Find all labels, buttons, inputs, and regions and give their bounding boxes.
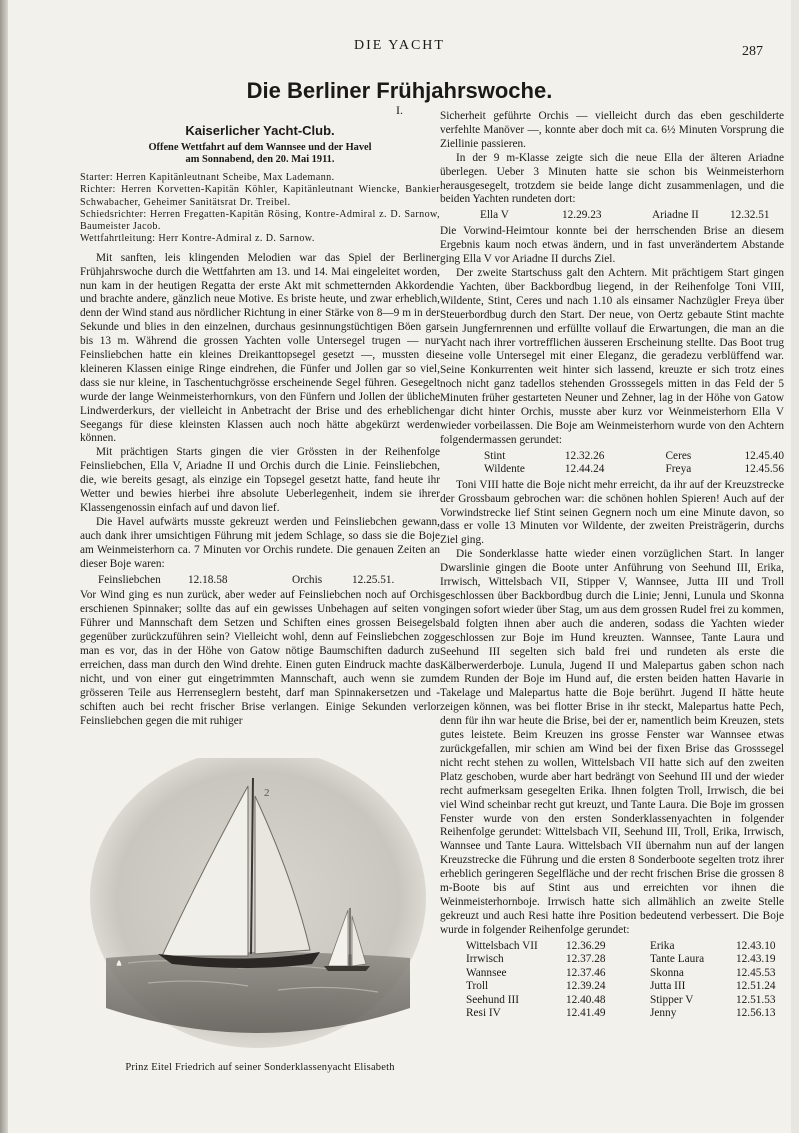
table-cell: 12.51.24 [736,980,776,993]
article-title: Die Berliner Frühjahrswoche. [246,78,553,103]
table-cell: 12.45.40 [744,449,784,462]
table-cell: Wannsee [466,966,507,979]
buoy-times-9m [440,209,784,223]
binding-gutter [0,0,8,1133]
paragraph: Vor Wind ging es nun zurück, aber weder auf Feinsliebchen noch auf Orchis erschienen Spinnaker; sollte das auf ein gewisses Unbehagen auf seiten von Führer und Mannschaft dem Setzen und Schiften eines grossen Beisegels gegenüber zurückzuführen sein? Vielleicht wohl, denn auf Feinsliebchen zog man es vor, das in der Höhe von Gatow nötige Baumschiften dadurch zu erreichen, dass man durch den Wind drehte. Einen guten Eindruck machte das nicht, und von einer gut eingetrimmten Mannschaft, auch wenn sie zum grösseren Teile aus Herrenseglern besteht, darf man Spinnakersetzen und -schiften auch bei recht frischer Brise verlangen. Einige Sekunden verlor Feinsliebchen gegen die mit ruhiger [80,589,440,727]
race-subtitle-line-2: am Sonnabend, den 20. Mai 1911. [185,154,335,166]
table-cell: 12.43.10 [736,939,776,952]
table-row [466,980,784,994]
table-cell: Skonna [650,966,684,979]
boat-name: Feinsliebchen [98,573,161,586]
boat-name: Orchis [292,573,323,586]
club-heading: Kaiserlicher Yacht-Club. [185,123,335,138]
table-row [466,967,784,981]
paragraph: Mit sanften, leis klingenden Melodien war das Spiel der Berliner Frühjahrswoche durch die Wettfahrten am 13. und 14. Mai eingeleitet worden, nun kam in der heutigen Regatta der erste Akt mit schmetternden Akkorden und brachte andere, gänzlich neue Motive. Es briste heute, und zwar erheblich, denn der Wind stand aus nördlicher Richtung in einer Stärke von 8—9 m in der Sekunde und blies in den einzelnen, durchaus gesinnungstüchtigen Böen gar bis 13 m. Während die grossen Yachten volle Untersegel trugen — nur Feinsliebchen hatte ein kleines Dreikanttopsegel gesetzt —, mussten die kleineren Klassen einige Ringe eindrehen, die Fünfer und Jollen gar so viel, dass sie nur kleine, in Taschentuchgrösse erscheinende Segel führen. Gesegelt wurde der lange Weinmeisterhornkurs, von den Fünfern und Jollen der übliche Lindwerderkurs, der vielleicht in Anbetracht der Brise und des erheblichen Seegangs für diese kleinsten Klassen auch noch hätte abgekürzt werden können. [80,251,440,445]
paragraph: Sicherheit geführte Orchis — vielleicht durch das eben geschilderte verfehlte Manöver —, konnte aber doch mit ca. 6½ Minuten Vorsprung die Ziellinie passieren. [440,110,784,150]
paragraph: Toni VIII hatte die Boje nicht mehr erreicht, da ihr auf der Kreuzstrecke der Grossbaum gebrochen war: die schönen hohlen Spieren! Auch auf der Vorwindstrecke lief Stint seinen Gegnern noch um eine Minute davon, so dass er volle 13 Minuten vor Wildente, der zweiten Preisträgerin, durchs Ziel ging. [440,478,784,547]
svg-text:2: 2 [264,787,270,799]
boat-time: 12.25.51. [352,573,395,586]
table-cell: 12.56.13 [736,1007,776,1020]
table-row [466,953,784,967]
boat-time: 12.32.51 [730,209,770,222]
table-cell: 12.41.49 [566,1007,606,1020]
table-cell: 12.40.48 [566,993,606,1006]
yacht-photo [88,758,428,1054]
buoy-times-large [80,574,440,588]
paragraph: Der zweite Startschuss galt den Achtern. Mit prächtigem Start gingen die Yachten, über Backbordbug liegend, in der Reihenfolge Toni VIII, Wildente, Stint, Ceres und nach 1.10 als einsamer Nachzügler Freya über Steuerbordbug durch den Start. Der neue, von Oertz gebaute Stint machte sein Jungfernrennen und erfüllte vollauf die Erwartungen, die man an die Yacht nach ihrer vortrefflichen äusseren Erscheinung stellte. Das Boot trug seine volle Untersegel mit einer Eleganz, die geradezu verblüffend war. Seine Konkurrenten weit hinter sich lassend, kreuzte er sich trotz eines noch nicht ganz tadellos stehenden Grosssegels mitten in das Feld der 5 Minuten früher gestarteten Neuner und Zehner, lag in der Höhe von Gatow gar dicht hinter Orchis, musste aber kurz vor Weinmeisterhorn Ella V wieder vorbeilassen. Die Boje am Weinmeisterhorn wurde von den Achtern folgendermassen gerundet: [440,266,784,446]
race-subtitle [80,142,440,167]
boat-name: Ariadne II [652,209,699,222]
table-row [466,1007,784,1021]
photo-caption: Prinz Eitel Friedrich auf seiner Sonderklassenyacht Elisabeth [125,1062,395,1073]
table-cell: Stipper V [650,993,694,1006]
paragraph: Die Sonderklasse hatte wieder einen vorzüglichen Start. In langer Dwarslinie gingen die Boote unter Anführung von Seehund III, Erika, Irrwisch, Wittelsbach VII, Stipper V, Wannsee, Jutta III und Troll geschlossen über Backbordbug durch die Linie; Jenni, Lunula und Skonna gingen sofort wieder über Stag, um aus dem grossen Rudel frei zu kommen, bald folgten ihnen aber auch die anderen, sodass die Yachten wieder geschlossen zur Boje im Hund kreuzten. Wannsee, Tante Laura und Seehund III segelten sich bald frei und rundeten als erste die Kälberwerderboje. Lunula, Jugend II und Malepartus gaben schon nach dem Runden der Boje im Hund auf, die ersten beiden hatten Havarie in Takelage und Malepartus hatte die Boje berührt. Jugend II hätte heute zeigen können, was bei flotter Brise in ihr steckt, Malepartus hatte Pech, denn für ihn war heute die Brise, bei der er, namentlich beim Kreuzen, stets gutes leistete. Beim Kreuzen ins grosse Fenster war Wannsee etwas zurückgefallen, mir schien am Wind bei der fixen Brise das Grosssegel nicht recht stehen zu wollen, Wittelsbach VII hatte sich auf den zweiten Platz geschoben, wurde aber hart bedrängt von Seehund III und der wieder recht aufmerksam gesegelten Erika. Ihnen folgten Troll, Irrwisch, die bei viel Wind scheinbar recht gut kreuzt, und Tante Laura. Die Boje im grossen Fenster wurde von den ersten Sonderklassenyachten in folgender Reihenfolge gerundet: Wittelsbach VII, Seehund III, Troll, Erika, Irrwisch, Wannsee und Tante Laura. Wittelsbach VII übernahm nun auf der langen Kreuzstrecke die Führung und die ersten 8 Sonderboote segelten trotz ihrer erheblich geringeren Segelfläche und der recht frischen Brise die grossen 8 m-Boote bis auf Stint aus und erreichten vor ihnen die Weinmeisterhornboje. Irrwisch hatte sich allmählich an zweite Stelle gekreuzt und auch Resi hatte ihre Position bedeutend verbessert. Die Boje wurde in folgender Reihenfolge gerundet: [440,548,784,936]
running-title: DIE YACHT [354,38,445,53]
paragraph: Die Vorwind-Heimtour konnte bei der herrschenden Brise an diesem Ergebnis kaum noch etwas ändern, und in fast unverändertem Abstande ging Ella V vor Ariadne II durchs Ziel. [440,225,784,266]
page-number: 287 [742,44,763,59]
officials-block [80,172,440,246]
officials-richter: Richter: Herren Korvetten-Kapitän Köhler, Kapitänleutnant Wiencke, Bankier Schwabacher, Geheimer Sanitätsrat Dr. Treibel. [80,184,440,208]
table-cell: Stint [484,449,506,462]
table-cell: Freya [665,463,692,476]
table-cell: 12.51.53 [736,993,776,1006]
table-cell: Wildente [484,463,525,476]
table-cell: Jutta III [650,980,686,993]
table-cell: Wittelsbach VII [466,939,538,952]
left-column [80,124,440,729]
table-cell: 12.44.24 [564,463,605,476]
race-subtitle-line-1: Offene Wettfahrt auf dem Wannsee und der Havel [148,141,372,153]
table-cell: 12.32.26 [564,449,605,462]
boat-time: 12.29.23 [562,209,602,222]
boat-name: Ella V [480,209,509,222]
table-row [484,450,784,464]
officials-wettfahrtleitung: Wettfahrtleitung: Herr Kontre-Admiral z. D. Sarnow. [80,233,315,245]
table-cell: Tante Laura [650,953,705,966]
magazine-page [8,0,791,1133]
table-cell: Troll [466,980,489,993]
boat-time: 12.18.58 [188,573,228,586]
table-cell: Resi IV [466,1007,501,1020]
table-row [466,994,784,1008]
table-cell: 12.37.28 [566,953,606,966]
paragraph: Die Havel aufwärts musste gekreuzt werden und Feinsliebchen gewann, auch dank ihrer umsichtigen Führung mit jedem Schlage, so dass sie die Boje am Weinmeisterhorn ca. 7 Minuten vor Orchis rundete. Die genauen Zeiten an dieser Boje waren: [80,515,440,570]
table-cell: 12.45.53 [736,966,776,979]
right-column [440,110,784,1023]
table-cell: 12.39.24 [566,980,606,993]
table-cell: Seehund III [466,993,520,1006]
table-cell: 12.43.19 [736,953,776,966]
table-cell: Erika [650,939,675,952]
table-row [466,940,784,954]
table-cell: Irrwisch [466,953,504,966]
table-cell: Jenny [650,1007,677,1020]
table-row [484,463,784,477]
table-cell: 12.36.29 [566,939,606,952]
paragraph: In der 9 m-Klasse zeigte sich die neue Ella der älteren Ariadne überlegen. Ueber 3 Minuten hatte sie schon bis Weinmeisterhorn herausgesegelt, trotzdem sie beide lange dicht zusammenlagen, und die beiden Yachten rundeten dort: [440,151,784,206]
officials-starter: Starter: Herren Kapitänleutnant Scheibe, Max Lademann. [80,171,335,183]
table-cell: 12.37.46 [566,966,606,979]
times-table-sonderklasse [466,940,784,1021]
officials-schiedsrichter: Schiedsrichter: Herren Fregatten-Kapitän Rösing, Kontre-Admiral z. D. Sarnow, Baumeister Jacob. [80,208,440,233]
table-cell: 12.45.56 [744,463,784,476]
paragraph: Mit prächtigen Starts gingen die vier Grössten in der Reihenfolge Feinsliebchen, Ella V, Ariadne II und Orchis durch die Linie. Feinsliebchen, die, wie bereits gesagt, als einzige ein Topsegel gesetzt hatte, fand heute ihr Wetter und bewies hierbei ihre absolute Ueberlegenheit, indem sie ihrer Klassengenossin einfach auf und davon lief. [80,446,440,514]
table-cell: Ceres [665,449,692,462]
times-table-8m [484,450,784,477]
article-part: I. [396,103,403,117]
